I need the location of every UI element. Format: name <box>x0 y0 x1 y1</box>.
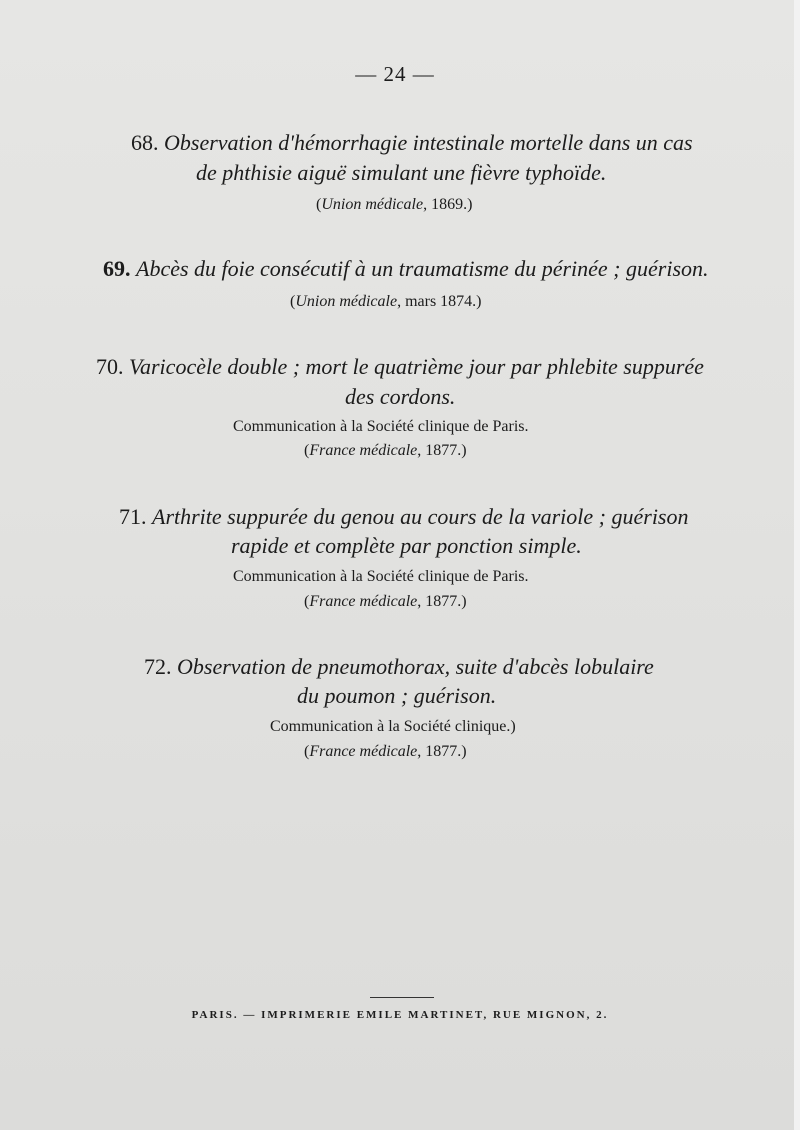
page-edge <box>794 0 800 1130</box>
source-journal: Union médicale <box>321 196 424 213</box>
entry-number: 68. <box>131 130 159 155</box>
entry-source: (France médicale, 1877.) <box>304 593 467 610</box>
entry-number: 69. <box>103 256 131 281</box>
page-number: — 24 — <box>355 62 435 86</box>
entry-communication: Communication à la Société clinique de Paris. <box>233 418 529 435</box>
source-journal: France médicale <box>309 442 418 459</box>
entry-communication: Communication à la Société clinique.) <box>270 718 516 735</box>
source-journal: Union médicale <box>295 293 398 310</box>
entry-title-line: rapide et complète par ponction simple. <box>231 533 582 558</box>
entry-source: (Union médicale, mars 1874.) <box>290 293 482 310</box>
footer-divider <box>370 997 434 998</box>
entry-title-line <box>96 354 704 380</box>
entry-title-line <box>144 654 654 680</box>
entry-title-line: du poumon ; guérison. <box>297 683 497 708</box>
entry-title-text: Arthrite suppurée du genou au cours de la variole ; guérison <box>152 504 689 529</box>
entry-source: (Union médicale, 1869.) <box>316 196 473 213</box>
entry-title-text: Observation de pneumothorax, suite d'abcès lobulaire <box>177 654 654 679</box>
printer-imprint: PARIS. — IMPRIMERIE EMILE MARTINET, RUE MIGNON, 2. <box>191 1009 609 1021</box>
entry-title-line: de phthisie aiguë simulant une fièvre typhoïde. <box>196 160 607 185</box>
entry-title-line <box>119 504 689 530</box>
entry-communication: Communication à la Société clinique de Paris. <box>233 568 529 585</box>
entry-source: (France médicale, 1877.) <box>304 743 467 760</box>
entry-title-text: Varicocèle double ; mort le quatrième jour par phlebite suppurée <box>129 354 704 379</box>
entry-title-text: Abcès du foie consécutif à un traumatisme du périnée ; guérison. <box>136 256 709 281</box>
entry-number: 72. <box>144 654 172 679</box>
entry-title-line <box>131 130 693 156</box>
entry-source: (France médicale, 1877.) <box>304 442 467 459</box>
entry-title-text: Observation d'hémorrhagie intestinale mortelle dans un cas <box>164 130 693 155</box>
source-journal: France médicale <box>309 743 418 760</box>
entry-title-line <box>103 256 709 282</box>
entry-title-line: des cordons. <box>345 384 456 409</box>
entry-number: 70. <box>96 354 124 379</box>
source-journal: France médicale <box>309 593 418 610</box>
entry-number: 71. <box>119 504 147 529</box>
